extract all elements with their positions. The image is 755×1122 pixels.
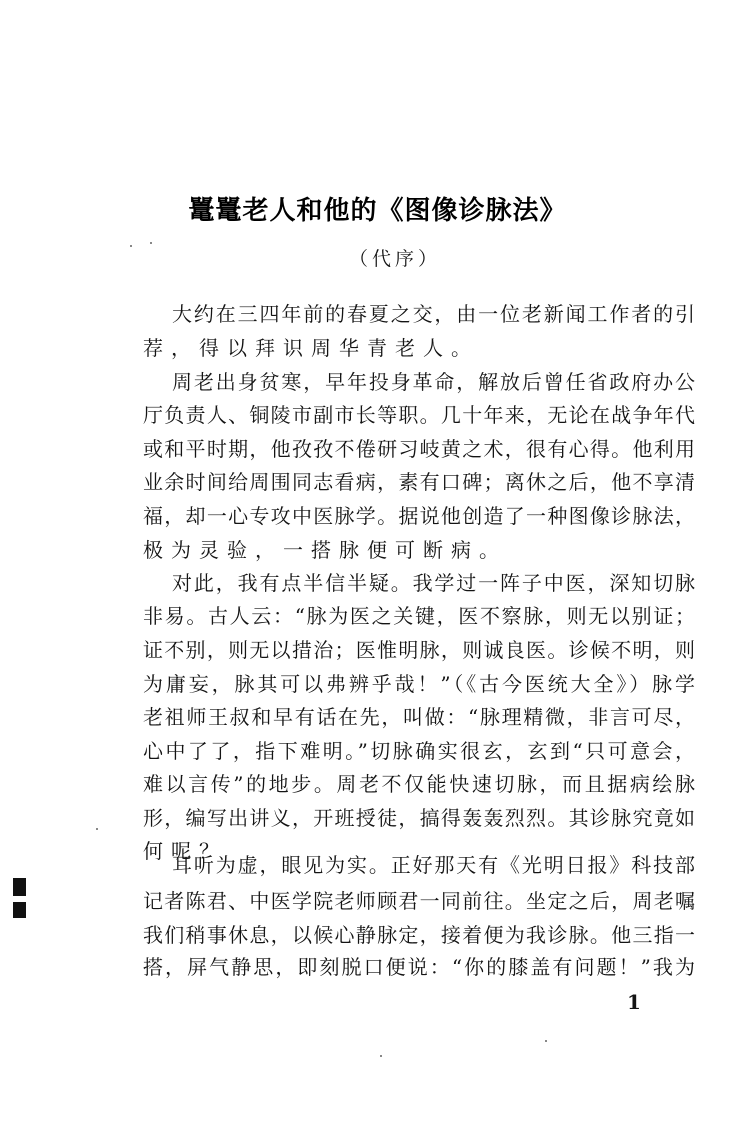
text-line: 非易。古人云：“脉为医之关键，医不察脉，则无以别证； <box>143 604 695 628</box>
text-line: 难以言传”的地步。周老不仅能快速切脉，而且据病绘脉 <box>143 772 695 796</box>
scan-speck <box>130 245 132 247</box>
text-line: 厅负责人、铜陵市副市长等职。几十年来，无论在战争年代 <box>143 403 695 427</box>
text-line: 记者陈君、中医学院老师顾君一同前往。坐定之后，周老嘱 <box>143 889 695 913</box>
text-line: 何呢？ <box>143 839 227 863</box>
scan-speck <box>150 242 152 244</box>
page-number: 1 <box>627 990 641 1014</box>
text-line: 或和平时期，他孜孜不倦研习岐黄之术，很有心得。他利用 <box>143 437 695 461</box>
scan-speck <box>380 1055 382 1057</box>
text-line: 荐，得以拜识周华青老人。 <box>143 336 479 360</box>
text-line: 耳听为虚，眼见为实。正好那天有《光明日报》科技部 <box>172 853 695 877</box>
text-line: 福，却一心专攻中医脉学。据说他创造了一种图像诊脉法， <box>143 504 695 528</box>
margin-stamp-mark <box>13 902 26 918</box>
text-line: 周老出身贫寒，早年投身革命，解放后曾任省政府办公 <box>172 370 695 394</box>
text-line: 对此，我有点半信半疑。我学过一阵子中医，深知切脉 <box>172 571 695 595</box>
scan-speck <box>545 1040 547 1042</box>
text-line: 心中了了，指下难明。”切脉确实很玄，玄到“只可意会， <box>143 739 695 763</box>
text-line: 业余时间给周围同志看病，素有口碑；离休之后，他不享清 <box>143 470 695 494</box>
chapter-subtitle: （代序） <box>348 248 441 270</box>
text-line: 搭，屏气静思，即刻脱口便说：“你的膝盖有问题！”我为 <box>143 955 695 979</box>
chapter-title: 鼍鼍老人和他的《图像诊脉法》 <box>188 196 567 226</box>
text-line: 我们稍事休息，以候心静脉定，接着便为我诊脉。他三指一 <box>143 923 695 947</box>
text-line: 形，编写出讲义，开班授徒，搞得轰轰烈烈。其诊脉究竟如 <box>143 806 695 830</box>
margin-stamp-mark <box>13 878 26 896</box>
scan-speck <box>96 828 98 830</box>
text-line: 大约在三四年前的春夏之交，由一位老新闻工作者的引 <box>172 302 695 326</box>
text-line: 为庸妄，脉其可以弗辨乎哉！”（《古今医统大全》）脉学 <box>143 672 695 696</box>
text-line: 证不别，则无以措治；医惟明脉，则诚良医。诊候不明，则 <box>143 638 695 662</box>
text-line: 极为灵验，一搭脉便可断病。 <box>143 538 507 562</box>
text-line: 老祖师王叔和早有话在先，叫做：“脉理精微，非言可尽， <box>143 705 695 729</box>
